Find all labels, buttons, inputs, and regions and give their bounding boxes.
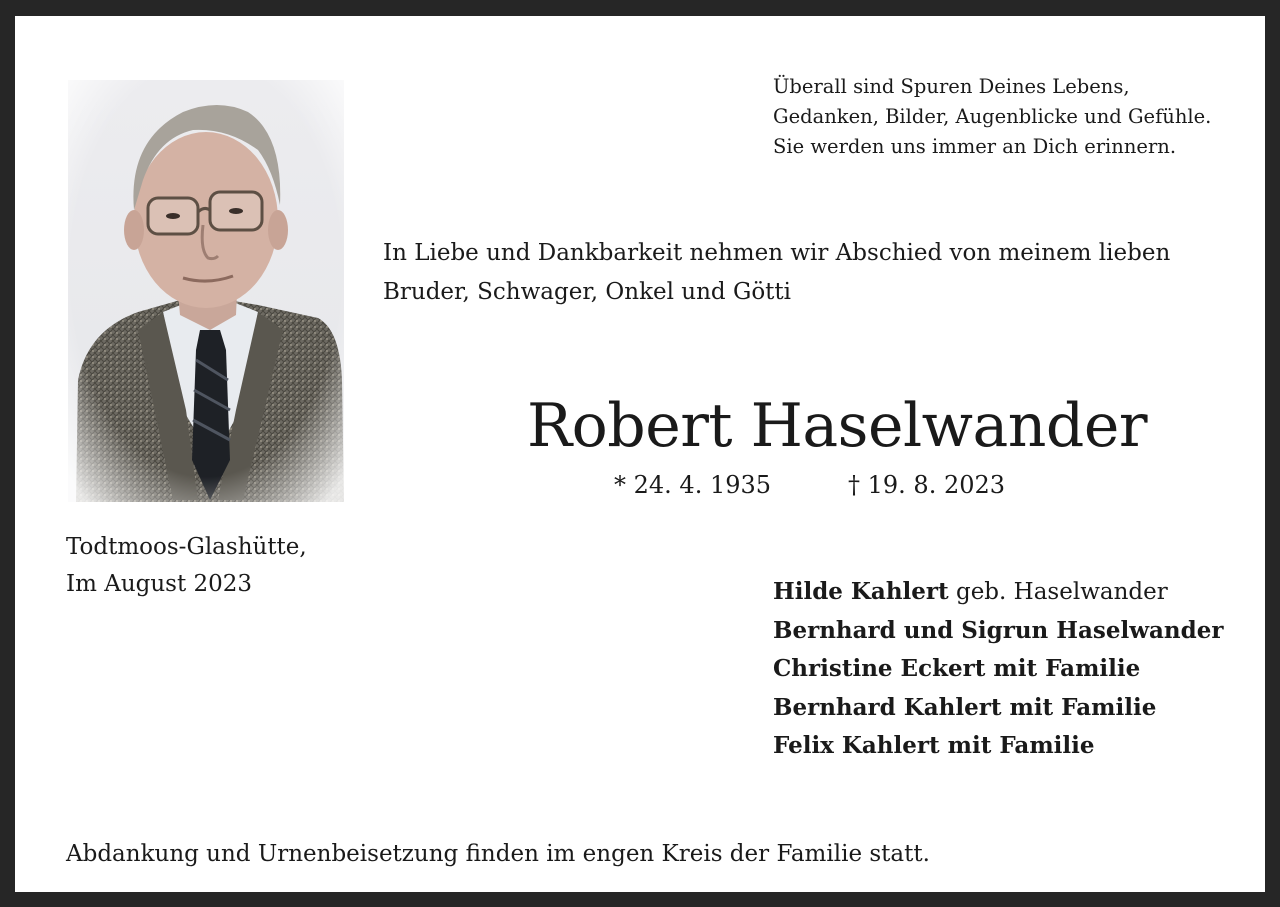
birth-date: * 24. 4. 1935 (614, 471, 772, 499)
mourner-suffix: geb. Haselwander (948, 579, 1168, 605)
mourner-entry (773, 650, 1224, 689)
place-line: Todtmoos-Glashütte, (66, 534, 307, 560)
intro-line: Bruder, Schwager, Onkel und Götti (383, 279, 792, 305)
deceased-name: Robert Haselwander (527, 391, 1148, 461)
motto-line: Gedanken, Bilder, Augenblicke und Gefühle. (773, 105, 1212, 128)
motto (773, 72, 1211, 162)
mourner-name: Bernhard Kahlert mit Familie (773, 693, 1157, 721)
mourner-name: Felix Kahlert mit Familie (773, 732, 1095, 759)
date-line: Im August 2023 (66, 571, 253, 597)
ceremony-note: Abdankung und Urnenbeisetzung finden im engen Kreis der Familie statt. (66, 841, 930, 867)
mourner-entry (773, 689, 1224, 728)
mourner-entry (773, 573, 1224, 612)
portrait-illustration (68, 80, 344, 502)
portrait-photo (68, 80, 344, 502)
intro-line: In Liebe und Dankbarkeit nehmen wir Abschied von meinem lieben (383, 240, 1171, 266)
mourners-list (773, 573, 1224, 766)
motto-line: Überall sind Spuren Deines Lebens, (773, 75, 1130, 98)
motto-line: Sie werden uns immer an Dich erinnern. (773, 135, 1177, 158)
mourner-name: Bernhard und Sigrun Haselwander (773, 616, 1224, 644)
mourner-entry (773, 727, 1224, 766)
obituary-card (15, 16, 1265, 892)
mourner-entry (773, 612, 1224, 651)
mourner-name: Christine Eckert mit Familie (773, 655, 1141, 682)
place-date (66, 529, 307, 603)
death-date: † 19. 8. 2023 (848, 471, 1006, 499)
mourner-name: Hilde Kahlert (773, 578, 949, 605)
intro-text (383, 234, 1170, 312)
